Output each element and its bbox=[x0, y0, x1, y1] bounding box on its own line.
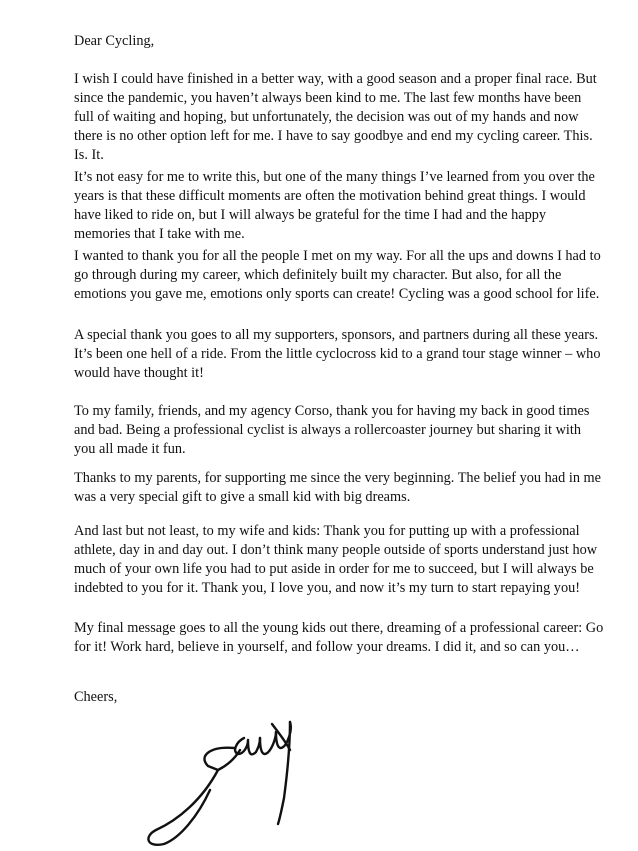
paragraph-final-message: My final message goes to all the young kids out there, dreaming of a professional career: Go for it! Work hard, believe in yourself, and follow your dreams. I did it, and so can you… bbox=[74, 620, 604, 655]
handwritten-signature bbox=[140, 708, 340, 848]
paragraph-parents: Thanks to my parents, for supporting me since the very beginning. The belief you had in me was a very special gift to give a small kid with big dreams. bbox=[74, 470, 602, 505]
paragraph-grateful: It’s not easy for me to write this, but one of the many things I’ve learned from you over the years is that these difficult moments are often the motivation behind great things. I would have liked to ride on, but I will always be grateful for the time I had and the happy memories that I take with me. bbox=[74, 169, 595, 242]
paragraph-thanks-people: I wanted to thank you for all the people I met on my way. For all the ups and downs I had to go through during my career, which definitely built my character. But also, for all the emotions you gave me, emotions only sports can create! Cycling was a good school for life. bbox=[74, 248, 601, 302]
closing: Cheers, bbox=[74, 689, 118, 705]
paragraph-wife-kids: And last but not least, to my wife and kids: Thank you for putting up with a professional athlete, day in and day out. I don’t think many people outside of sports understand just how much of your own life you had to put aside in order for me to succeed, but I will always be indebted to you for it. Thank you, I love you, and now it’s my turn to start repaying you! bbox=[74, 523, 598, 596]
paragraph-farewell: I wish I could have finished in a better way, with a good season and a proper final race. But since the pandemic, you haven’t always been kind to me. The last few months have been full of waiting and hoping, but unfortunately, the decision was out of my hands and now there is no other option left for me. I have to say goodbye and end my cycling career. This. Is. It. bbox=[74, 71, 597, 163]
paragraph-family-agency: To my family, friends, and my agency Corso, thank you for having my back in good times and bad. Being a professional cyclist is always a rollercoaster journey but sharing it with you all made it fun. bbox=[74, 403, 590, 457]
salutation: Dear Cycling, bbox=[74, 33, 155, 49]
paragraph-supporters: A special thank you goes to all my supporters, sponsors, and partners during all these years. It’s been one hell of a ride. From the little cyclocross kid to a grand tour stage winner – who would have thought it! bbox=[74, 327, 601, 381]
